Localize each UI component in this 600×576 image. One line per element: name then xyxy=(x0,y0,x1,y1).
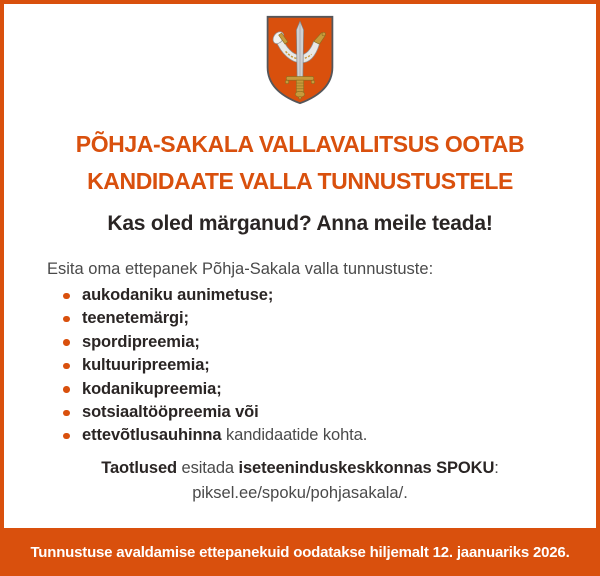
deadline-text: Tunnustuse avaldamise ettepanekuid oodatakse hiljemalt 12. jaanuariks 2026. xyxy=(30,543,570,561)
deadline-banner xyxy=(0,528,600,576)
list-item-ettevotlusauhinna xyxy=(47,424,367,447)
list-item-bold: aukodaniku aunimetuse; xyxy=(82,286,274,304)
apply-regular-2: : xyxy=(494,459,499,477)
spoku-url: piksel.ee/spoku/pohjasakala/. xyxy=(192,484,408,502)
title-line-1: PÕHJA-SAKALA VALLAVALITSUS OOTAB xyxy=(75,131,525,157)
list-item-bold: teenetemärgi; xyxy=(82,309,189,328)
list-item-spordipreemia xyxy=(47,331,367,354)
title-line-2: KANDIDAATE VALLA TUNNUSTUSTELE xyxy=(87,168,513,194)
list-item-bold: ettevõtlusauhinna xyxy=(82,426,222,445)
intro-text: Esita oma ettepanek Põhja-Sakala valla tunnustuste: xyxy=(47,260,434,278)
apply-regular-1: esitada xyxy=(177,459,239,477)
list-item-aukodaniku xyxy=(47,284,367,307)
coat-of-arms xyxy=(264,13,336,107)
apply-instructions xyxy=(0,459,600,478)
award-list xyxy=(47,284,367,448)
list-item-bold: kodanikupreemia; xyxy=(82,379,222,398)
page-title xyxy=(0,126,600,200)
list-item-kultuuripreemia xyxy=(47,354,367,377)
list-item-kodanikupreemia xyxy=(47,378,367,401)
list-item-bold: sotsiaaltööpreemia või xyxy=(82,403,259,422)
list-item-bold: kultuuripreemia; xyxy=(82,356,210,375)
apply-bold-1: Taotlused xyxy=(101,459,178,477)
apply-bold-2: iseteeninduskeskkonnas SPOKU xyxy=(238,459,495,477)
list-item-sotsiaaltoopreemia xyxy=(47,401,367,424)
list-item-teenetemargi xyxy=(47,307,367,330)
list-item-bold: spordipreemia; xyxy=(82,332,200,351)
list-item-rest: kandidaatide kohta. xyxy=(221,426,368,445)
coat-of-arms-icon xyxy=(264,13,336,107)
subtitle: Kas oled märganud? Anna meile teada! xyxy=(107,212,493,235)
